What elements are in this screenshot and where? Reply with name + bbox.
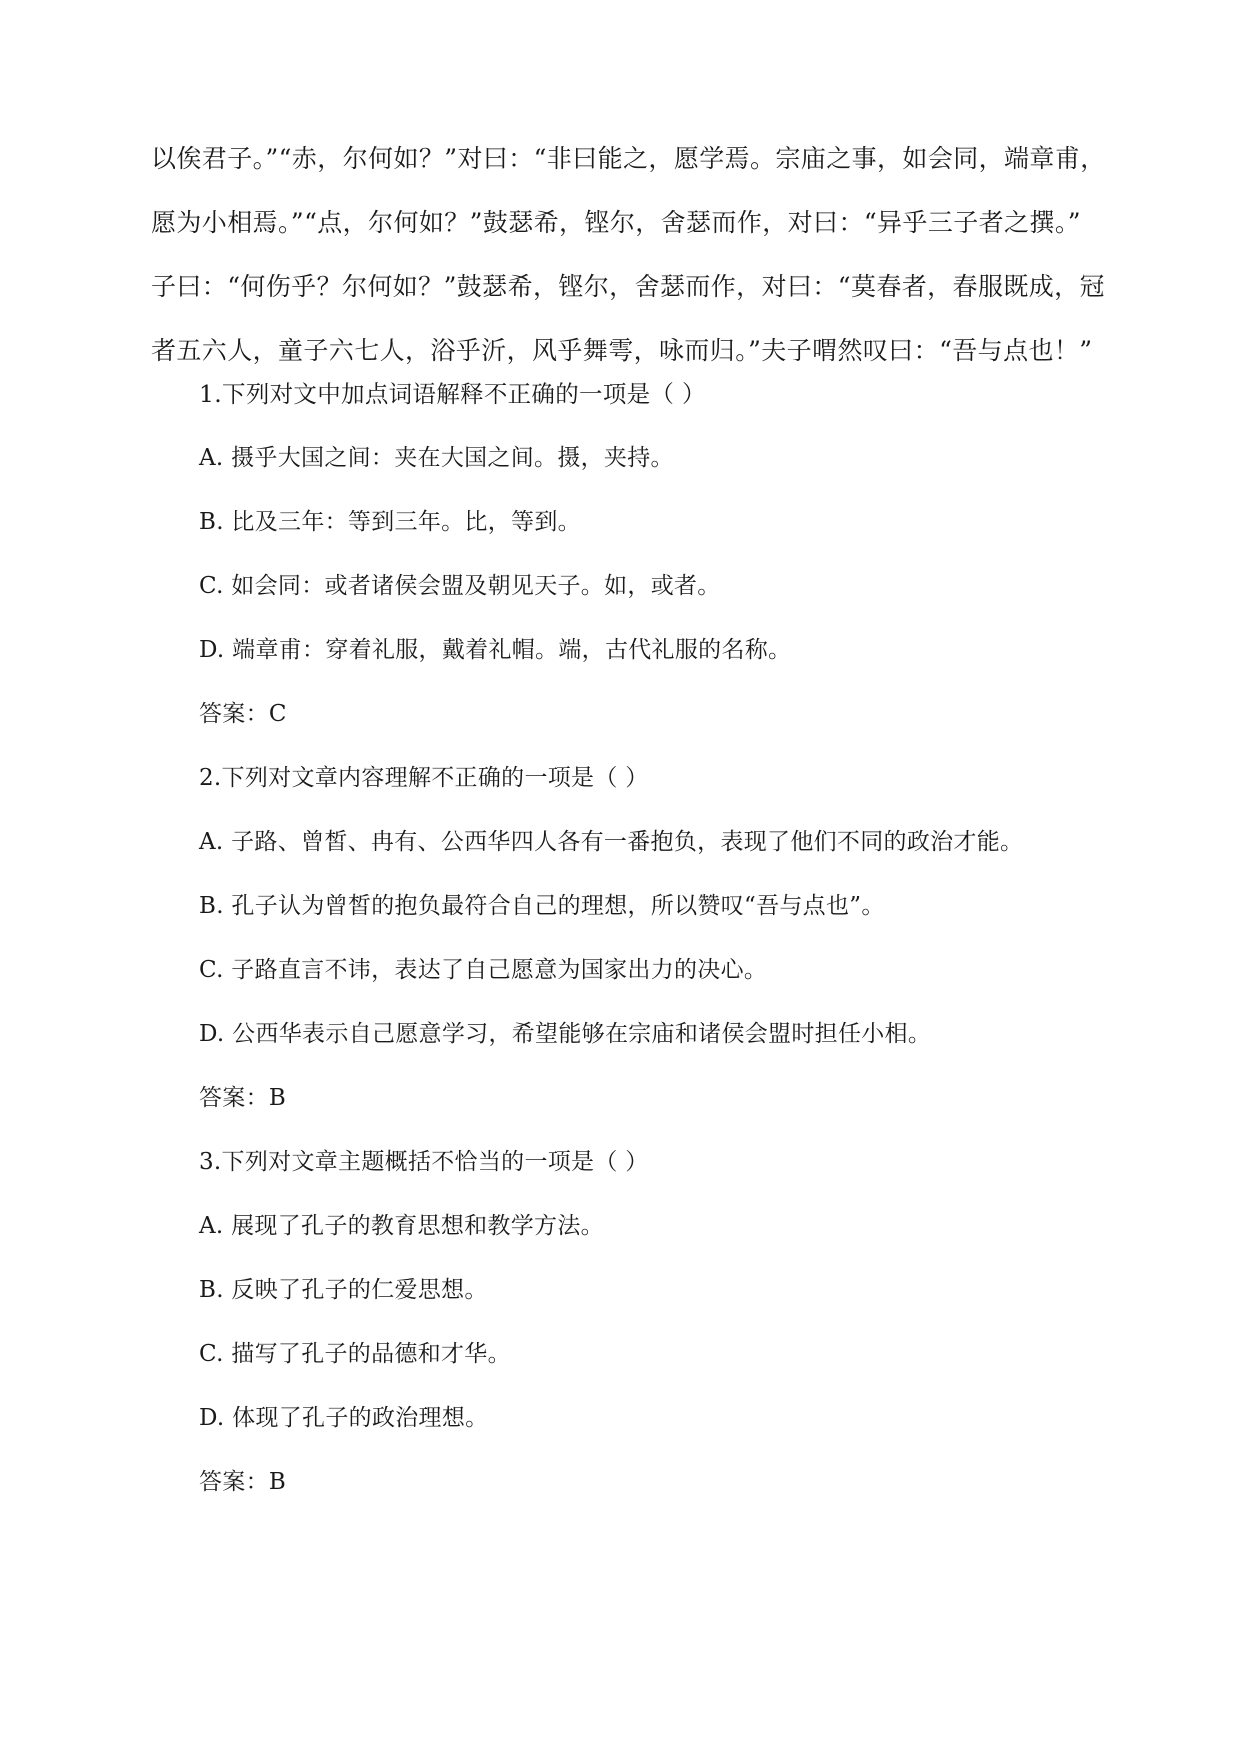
question-section — [199, 378, 1099, 1530]
question-3-answer: 答案：B — [199, 1469, 287, 1495]
question-1-option-c: C. 如会同：或者诸侯会盟及朝见天子。如，或者。 — [199, 573, 721, 599]
question-3-option-c: C. 描写了孔子的品德和才华。 — [199, 1341, 511, 1367]
question-1-option-d: D. 端章甫：穿着礼服，戴着礼帽。端，古代礼服的名称。 — [199, 637, 792, 663]
question-2-option-c: C. 子路直言不讳，表达了自己愿意为国家出力的决心。 — [199, 957, 768, 983]
passage-text — [151, 142, 1106, 398]
passage-line: 子曰：“何伤乎？尔何如？”鼓瑟希，铿尔，舍瑟而作，对曰：“莫春者，春服既成，冠 — [151, 272, 1105, 301]
question-1-option-a: A. 摄乎大国之间：夹在大国之间。摄，夹持。 — [199, 445, 674, 471]
question-3-option-d: D. 体现了孔子的政治理想。 — [199, 1405, 489, 1431]
passage-line: 愿为小相焉。”“点，尔何如？”鼓瑟希，铿尔，舍瑟而作，对曰：“异乎三子者之撰。” — [151, 208, 1081, 237]
question-2-stem: 2.下列对文章内容理解不正确的一项是（ ） — [199, 765, 649, 791]
question-2-answer: 答案：B — [199, 1085, 287, 1111]
question-3-stem: 3.下列对文章主题概括不恰当的一项是（ ） — [199, 1149, 649, 1175]
passage-line: 以俟君子。”“赤，尔何如？”对曰：“非曰能之，愿学焉。宗庙之事，如会同，端章甫， — [151, 144, 1106, 173]
question-3-option-a: A. 展现了孔子的教育思想和教学方法。 — [199, 1213, 604, 1239]
question-2-option-d: D. 公西华表示自己愿意学习，希望能够在宗庙和诸侯会盟时担任小相。 — [199, 1021, 932, 1047]
question-2-option-a: A. 子路、曾皙、冉有、公西华四人各有一番抱负，表现了他们不同的政治才能。 — [199, 829, 1024, 855]
passage-line: 者五六人，童子六七人，浴乎沂，风乎舞雩，咏而归。”夫子喟然叹曰：“吾与点也！” — [151, 336, 1093, 365]
question-3-option-b: B. 反映了孔子的仁爱思想。 — [199, 1277, 488, 1303]
question-1-option-b: B. 比及三年：等到三年。比，等到。 — [199, 509, 581, 535]
question-1-stem: 1.下列对文中加点词语解释不正确的一项是（ ） — [199, 380, 706, 408]
question-1-answer: 答案：C — [199, 701, 287, 727]
question-2-option-b: B. 孔子认为曾皙的抱负最符合自己的理想，所以赞叹“吾与点也”。 — [199, 893, 885, 919]
